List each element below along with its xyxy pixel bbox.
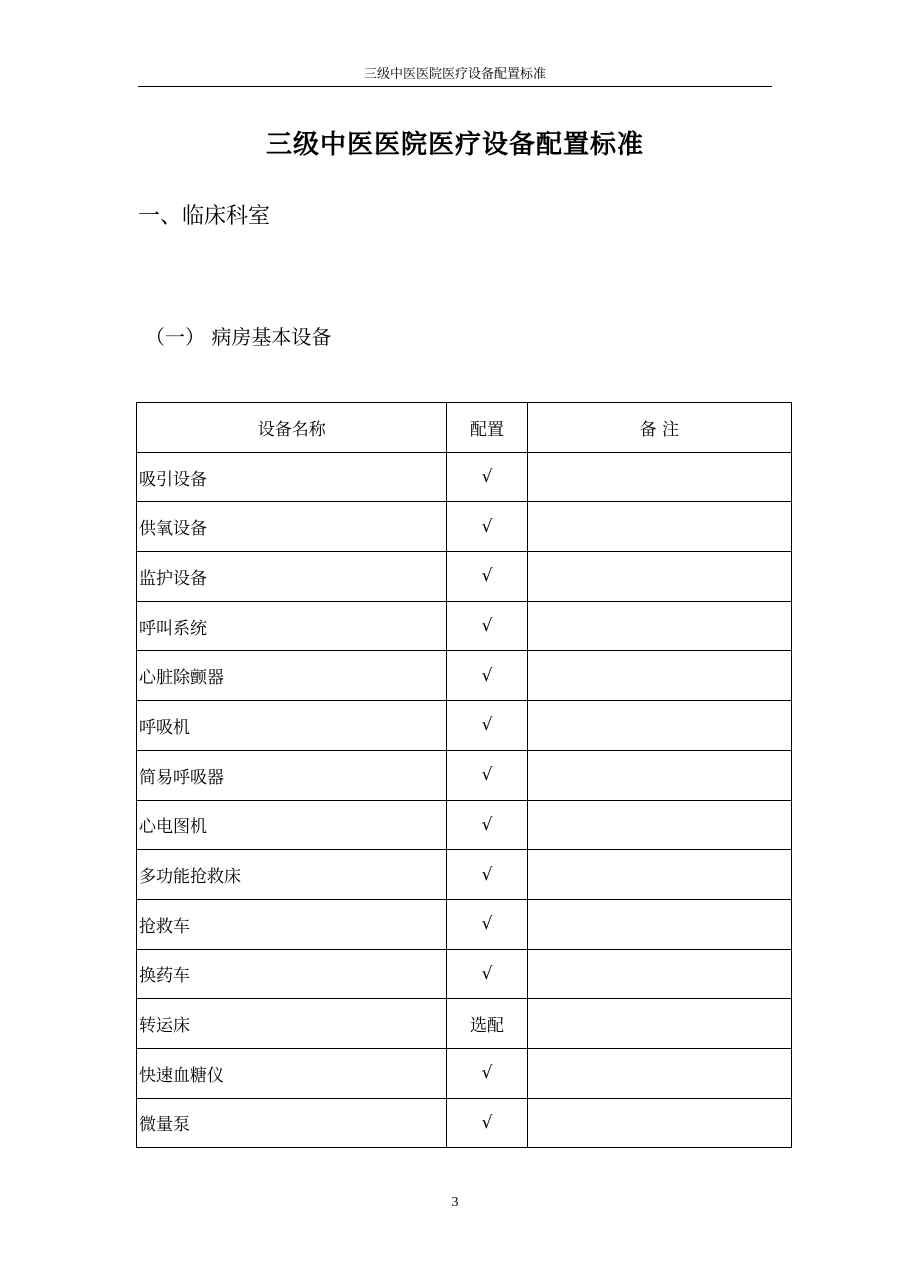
equipment-name-cell: 换药车	[137, 949, 447, 999]
document-title: 三级中医医院医疗设备配置标准	[265, 130, 644, 160]
remark-cell	[527, 949, 791, 999]
remark-cell	[527, 850, 791, 900]
remark-cell	[527, 750, 791, 800]
configuration-cell: √	[447, 701, 527, 751]
configuration-cell: √	[447, 452, 527, 502]
table-row	[137, 1048, 792, 1098]
section-heading: 一、临床科室	[138, 204, 271, 229]
configuration-cell: √	[447, 750, 527, 800]
configuration-cell: 选配	[447, 999, 527, 1049]
remark-cell	[527, 552, 791, 602]
table-row	[137, 850, 792, 900]
equipment-name-cell: 心电图机	[137, 800, 447, 850]
remark-cell	[527, 899, 791, 949]
remark-cell	[527, 452, 791, 502]
equipment-name-cell: 快速血糖仪	[137, 1048, 447, 1098]
table-row	[137, 750, 792, 800]
equipment-name-cell: 供氧设备	[137, 502, 447, 552]
table-row	[137, 800, 792, 850]
configuration-cell: √	[447, 800, 527, 850]
configuration-cell: √	[447, 1098, 527, 1148]
configuration-cell: √	[447, 552, 527, 602]
remark-cell	[527, 1098, 791, 1148]
equipment-table	[136, 402, 792, 1148]
equipment-name-cell: 心脏除颤器	[137, 651, 447, 701]
remark-cell	[527, 701, 791, 751]
header-divider	[138, 86, 772, 87]
table-row	[137, 899, 792, 949]
equipment-name-cell: 呼叫系统	[137, 601, 447, 651]
configuration-cell: √	[447, 850, 527, 900]
configuration-cell: √	[447, 949, 527, 999]
table-row	[137, 701, 792, 751]
equipment-name-cell: 简易呼吸器	[137, 750, 447, 800]
table-row	[137, 651, 792, 701]
configuration-cell: √	[447, 1048, 527, 1098]
equipment-name-cell: 微量泵	[137, 1098, 447, 1148]
remark-cell	[527, 651, 791, 701]
equipment-name-cell: 多功能抢救床	[137, 850, 447, 900]
table-row	[137, 502, 792, 552]
page-number: 3	[451, 1195, 459, 1210]
equipment-name-cell: 抢救车	[137, 899, 447, 949]
table-row	[137, 452, 792, 502]
column-header-remark: 备 注	[527, 403, 791, 453]
table-header-row	[137, 403, 792, 453]
table-row	[137, 601, 792, 651]
configuration-cell: √	[447, 899, 527, 949]
column-header-config: 配置	[447, 403, 527, 453]
remark-cell	[527, 999, 791, 1049]
column-header-name: 设备名称	[137, 403, 447, 453]
equipment-name-cell: 转运床	[137, 999, 447, 1049]
table-body	[137, 452, 792, 1148]
remark-cell	[527, 1048, 791, 1098]
table-row	[137, 949, 792, 999]
table-row	[137, 1098, 792, 1148]
configuration-cell: √	[447, 502, 527, 552]
running-header: 三级中医医院医疗设备配置标准	[363, 67, 546, 82]
subsection-heading: （一） 病房基本设备	[145, 325, 332, 349]
configuration-cell: √	[447, 601, 527, 651]
equipment-name-cell: 呼吸机	[137, 701, 447, 751]
remark-cell	[527, 502, 791, 552]
remark-cell	[527, 800, 791, 850]
table-row	[137, 552, 792, 602]
equipment-name-cell: 吸引设备	[137, 452, 447, 502]
remark-cell	[527, 601, 791, 651]
table-row	[137, 999, 792, 1049]
configuration-cell: √	[447, 651, 527, 701]
equipment-name-cell: 监护设备	[137, 552, 447, 602]
